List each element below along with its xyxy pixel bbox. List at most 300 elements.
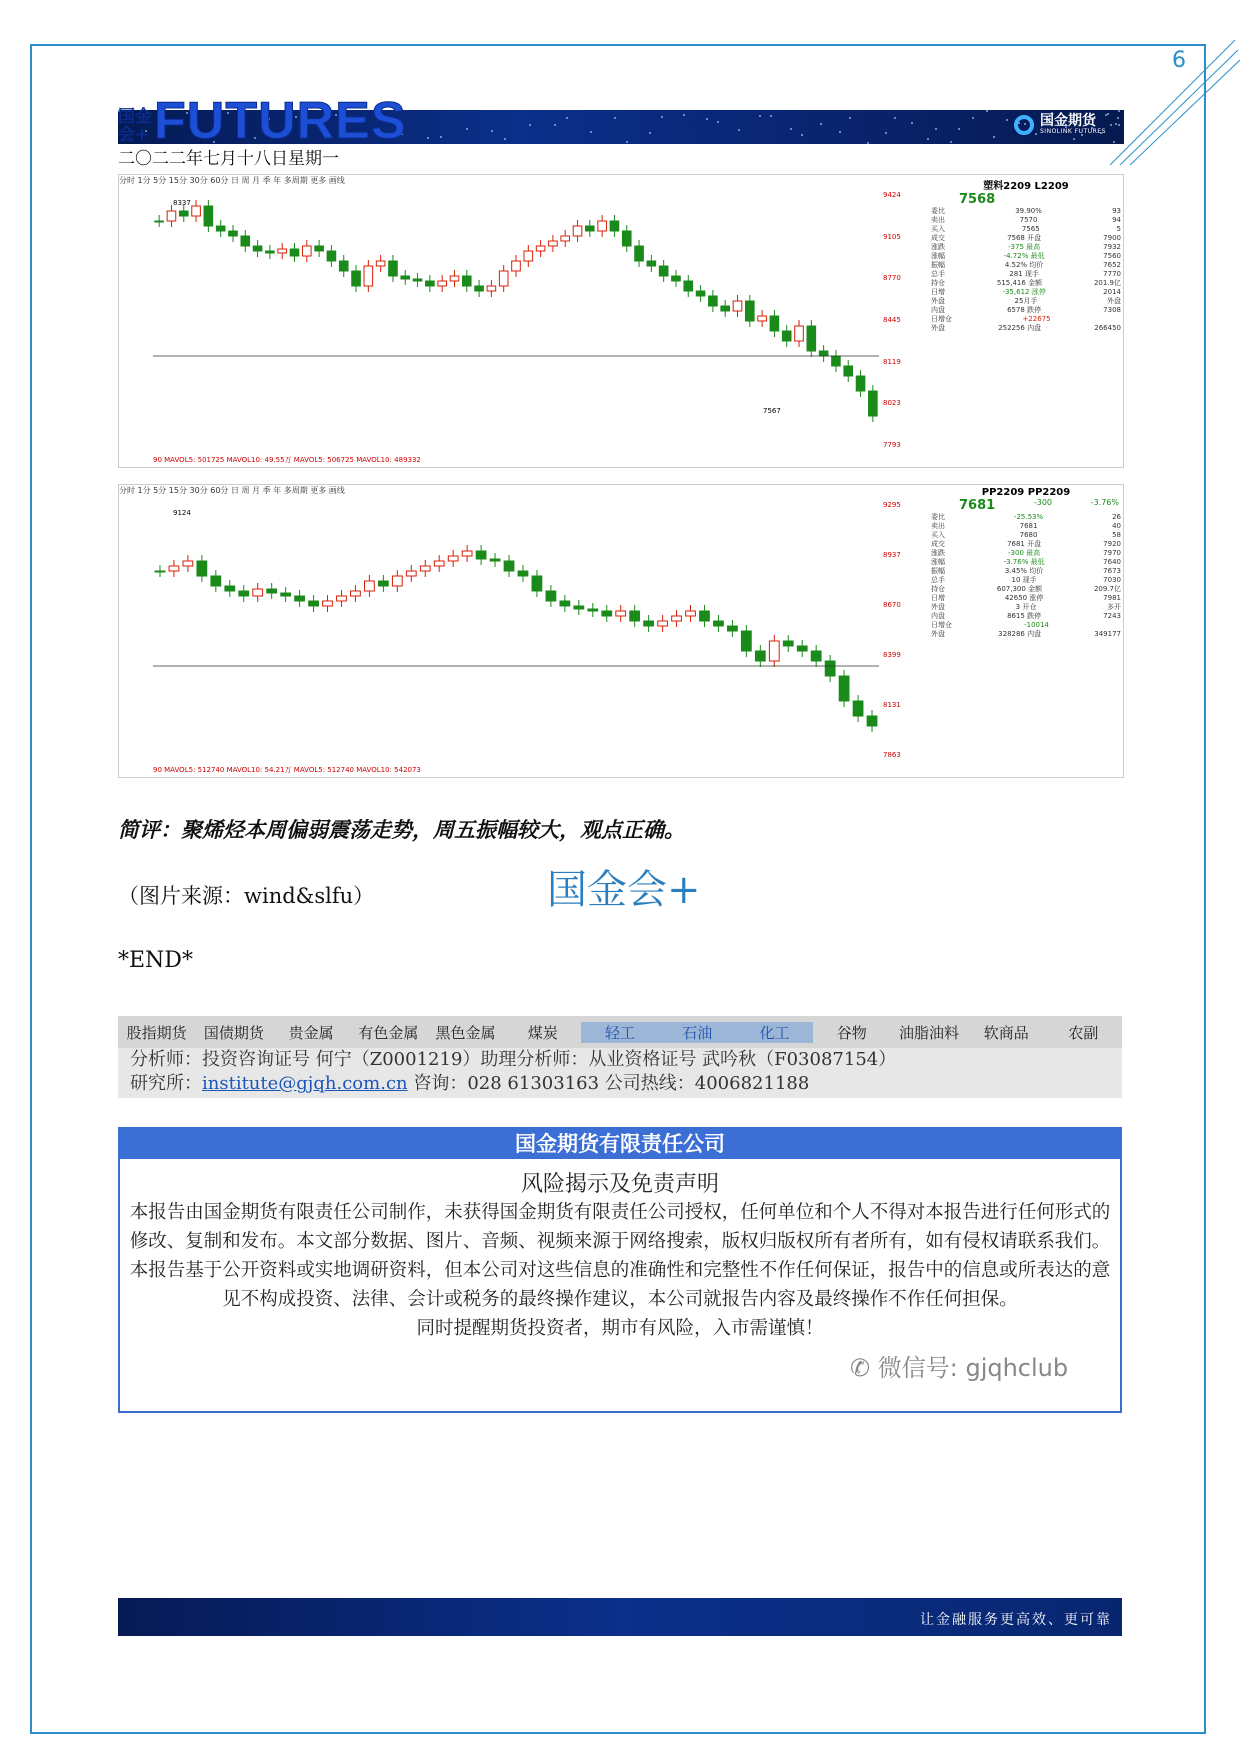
quote-cell: 7770 [1103, 270, 1121, 278]
candle [532, 576, 542, 591]
candle [783, 641, 793, 646]
candle [586, 226, 595, 231]
candle [819, 351, 828, 356]
quote-cell: 外盘 [931, 630, 945, 638]
quote-cell: 8615 跌停 [1007, 612, 1042, 620]
quote-cell: 94 [1112, 216, 1121, 224]
quote-cell: 252256 内盘 [998, 324, 1042, 332]
banner-star [554, 124, 556, 126]
banner-star [491, 130, 493, 132]
candle [769, 641, 779, 661]
quote-row [929, 513, 1123, 522]
candle [327, 251, 336, 261]
quote-row [929, 549, 1123, 558]
banner-star [993, 136, 995, 138]
banner-star [529, 124, 531, 126]
footer-slogan: 让金融服务更高效、更可靠 [920, 1612, 1112, 1628]
banner-star [927, 138, 929, 140]
quote-cell: -35,612 涨停 [1002, 288, 1046, 296]
y-tick-label: 8445 [883, 316, 901, 324]
quote-cell: 7640 [1103, 558, 1121, 566]
logo-en: FUTURES [154, 92, 407, 150]
disclaimer-para1: 本报告由国金期货有限责任公司制作，未获得国金期货有限责任公司授权，任何单位和个人不得对本报告进行任何形式的修改、复制和发布。本文部分数据、图片、音频、视频来源于网络搜索，版权归版权所有者所有，如有侵权请联系我们。 [129, 1202, 1111, 1252]
candle [167, 211, 176, 221]
candle [290, 249, 299, 256]
quote-cell: 日增仓 [931, 315, 952, 323]
quote-row [929, 261, 1123, 270]
quote-cell: 58 [1112, 531, 1121, 539]
banner-star [1006, 119, 1008, 121]
candle [644, 621, 654, 626]
quote-cell: 7680 [1019, 531, 1038, 539]
candle [518, 571, 528, 576]
banner-star [759, 115, 761, 117]
candle [323, 601, 333, 606]
institute-label: 研究所： [130, 1073, 202, 1094]
category-item[interactable]: 轻工 [581, 1022, 658, 1043]
quote-cell: 买入 [931, 225, 945, 233]
institute-email-link[interactable]: institute@gjqh.com.cn [202, 1073, 408, 1094]
quote-row [929, 576, 1123, 585]
quote-row [929, 585, 1123, 594]
quote-row [929, 252, 1123, 261]
candle [303, 246, 312, 256]
quote-cell: -300 最高 [1008, 549, 1041, 557]
logo-cn: 国金会+ [118, 107, 152, 145]
quote-cell: 7920 [1103, 540, 1121, 548]
wechat-icon: ✆ [850, 1354, 878, 1382]
candle [253, 589, 263, 596]
quote-row [929, 612, 1123, 621]
candle [647, 261, 656, 266]
quote-cell: -3.76% 最低 [1003, 558, 1045, 566]
candle [549, 241, 558, 246]
y-tick-label: 8937 [883, 551, 901, 559]
chart-toolbar[interactable]: 分时 1分 5分 15分 30分 60分 日 周 月 季 年 多周期 更多 画线 [119, 486, 345, 495]
quote-row [929, 531, 1123, 540]
candle [197, 561, 207, 576]
footer-banner [118, 1598, 1122, 1636]
quote-row [929, 621, 1123, 630]
candle [448, 556, 458, 561]
candle [462, 276, 471, 286]
candle [853, 701, 863, 716]
candle [630, 611, 640, 621]
contract-title: PP2209 PP2209 [981, 487, 1071, 498]
banner-star [801, 134, 803, 136]
banner-star [614, 117, 616, 119]
category-item[interactable]: 石油 [659, 1022, 736, 1043]
quote-cell: 607,300 金额 [996, 585, 1043, 593]
candle [807, 326, 816, 351]
candle [770, 316, 779, 331]
candle [714, 621, 724, 626]
quote-cell: 93 [1112, 207, 1121, 215]
candle [426, 281, 435, 286]
quote-cell: -4.72% 最低 [1003, 252, 1045, 260]
category-item[interactable]: 煤炭 [527, 1023, 558, 1042]
candle [476, 551, 486, 559]
banner-star [839, 131, 841, 133]
candle [602, 611, 612, 616]
chart-info-column [119, 501, 153, 765]
category-item[interactable]: 黑色金属 [435, 1023, 496, 1042]
analyst-line: 分析师：投资咨询证号 何宁（Z0001219）助理分析师：从业资格证号 武吟秋（F03087154） [130, 1049, 897, 1070]
quote-row [929, 225, 1123, 234]
quote-cell: 7652 [1103, 261, 1121, 269]
quote-cell: 日增 [931, 594, 945, 602]
y-tick-label: 9295 [883, 501, 901, 509]
disclaimer-para2: 本报告基于公开资料或实地调研资料，但本公司对这些信息的准确性和完整性不作任何保证，报告中的信息或所表达的意见不构成投资、法律、会计或税务的最终操作建议，本公司就报告内容及最终操作不作任何担保。 [129, 1260, 1111, 1310]
banner-star [894, 117, 896, 119]
candle [869, 391, 878, 416]
quote-cell: 7308 [1103, 306, 1121, 314]
contract-title: 塑料2209 L2209 [983, 181, 1069, 192]
banner-star [911, 122, 913, 124]
quote-cell: -25.53% [1013, 513, 1044, 521]
brand-cn: 国金期货 [1040, 113, 1096, 129]
candle [309, 601, 319, 606]
candle [475, 286, 484, 291]
candle [839, 676, 849, 701]
volume-ma-line: 90 MAVOL5: 501725 MAVOL10: 49.55万 MAVOL5: 506725 MAVOL10: 489332 [153, 456, 421, 464]
last-price: 7568 [959, 192, 996, 207]
candle [376, 261, 385, 266]
candle [420, 566, 430, 571]
quote-cell: 外盘 [931, 324, 945, 332]
candle [728, 626, 738, 631]
quote-cell: 7681 开盘 [1007, 540, 1042, 548]
candle [392, 576, 402, 586]
brand-logo-icon [1014, 115, 1034, 135]
quote-cell: 7030 [1103, 576, 1121, 584]
category-item[interactable]: 股指期货 [126, 1023, 187, 1042]
banner-star [958, 128, 960, 130]
quote-cell: 7565 [1021, 225, 1040, 233]
quote-row [929, 324, 1123, 333]
category-item[interactable]: 农副 [1068, 1023, 1099, 1042]
comment: 简评：聚烯烃本周偏弱震荡走势，周五振幅较大，观点正确。 [118, 818, 685, 842]
quote-cell: -10014 [1024, 621, 1049, 629]
category-item[interactable]: 谷物 [836, 1023, 867, 1042]
candle [169, 566, 179, 571]
high-label: 9124 [173, 509, 191, 517]
candle [216, 226, 225, 231]
quote-row [929, 315, 1123, 324]
candle [183, 561, 193, 566]
banner-star [661, 116, 663, 118]
quote-cell: 委比 [931, 513, 945, 521]
candle [811, 651, 821, 661]
quote-cell: 委比 [931, 207, 945, 215]
chart-l2209 [118, 174, 1124, 468]
candle [352, 271, 361, 286]
candle [755, 651, 765, 661]
corner-decoration [1110, 30, 1240, 170]
candle [797, 646, 807, 651]
y-axis [879, 501, 923, 765]
quote-cell: 328286 内盘 [998, 630, 1042, 638]
banner-star [1117, 117, 1119, 119]
change-pct: -3.76% [1090, 498, 1119, 507]
quote-row [929, 603, 1123, 612]
quote-cell: 515,416 金额 [996, 279, 1043, 287]
banner-star [427, 137, 429, 139]
candle [211, 576, 221, 586]
quote-cell: 3.45% 均价 [1004, 567, 1044, 575]
chart-pp2209 [118, 484, 1124, 778]
candle [315, 246, 324, 251]
candle [229, 231, 238, 236]
candle [524, 251, 533, 261]
candle [351, 591, 361, 596]
quote-cell: 10 现手 [1011, 576, 1037, 584]
candle [561, 236, 570, 241]
quote-cell: 7568 开盘 [1007, 234, 1042, 242]
quote-row [929, 594, 1123, 603]
banner-star [466, 128, 468, 130]
banner-star [683, 114, 685, 116]
banner-star [706, 118, 708, 120]
quote-cell: 7981 [1103, 594, 1121, 602]
y-tick-label: 7863 [883, 751, 901, 759]
quote-cell: 成交 [931, 234, 945, 242]
quote-cell: 7560 [1103, 252, 1121, 260]
disclaimer-title: 风险揭示及免责声明 [520, 1172, 719, 1197]
quote-cell: 买入 [931, 531, 945, 539]
wechat-text: 微信号: gjqhclub [877, 1354, 1069, 1382]
banner-star [566, 117, 568, 119]
quote-cell: 349177 [1094, 630, 1121, 638]
candle [339, 261, 348, 271]
quote-cell: 卖出 [931, 216, 945, 224]
contact-line: 咨询：028 61303163 公司热线：4006821188 [413, 1073, 810, 1094]
y-tick-label: 8119 [883, 357, 901, 366]
quote-cell: 外盘 [931, 603, 945, 611]
candle [278, 249, 287, 253]
category-item[interactable]: 国债期货 [203, 1023, 264, 1042]
y-tick-label: 9105 [883, 232, 901, 241]
quote-cell: 6578 跌停 [1007, 306, 1042, 314]
y-tick-label: 7793 [883, 441, 901, 449]
candle [192, 206, 201, 216]
y-tick-label: 8131 [883, 701, 901, 709]
candle [700, 611, 710, 621]
banner-star [867, 142, 869, 144]
quote-cell: 持仓 [931, 279, 945, 287]
logo [118, 84, 407, 150]
quote-cell: 总手 [931, 270, 945, 278]
banner-star [1073, 138, 1075, 140]
high-label: 8337 [173, 199, 191, 207]
quote-cell: 总手 [931, 576, 945, 584]
chart-toolbar[interactable]: 分时 1分 5分 15分 30分 60分 日 周 月 季 年 多周期 更多 画线 [119, 176, 345, 185]
page-number: 6 [1172, 48, 1186, 73]
candle [504, 561, 514, 571]
candle [598, 221, 607, 231]
wechat-id [850, 1348, 1068, 1383]
report-date: 二〇二二年七月十八日星期一 [118, 149, 339, 169]
quote-row [929, 207, 1123, 216]
quote-cell: 209.7亿 [1093, 585, 1121, 593]
banner-star [717, 121, 719, 123]
quote-rows [929, 513, 1123, 639]
candle [686, 611, 696, 616]
candle [364, 266, 373, 286]
category-item[interactable]: 有色金属 [358, 1023, 419, 1042]
banner-star [950, 141, 952, 143]
quote-cell: 外盘 [931, 297, 945, 305]
quote-row [929, 270, 1123, 279]
y-tick-label: 8399 [883, 651, 901, 659]
quote-cell: -375 最高 [1008, 243, 1041, 251]
candlestick-plot [153, 191, 879, 455]
banner-star [986, 110, 988, 112]
candle [782, 331, 791, 341]
quote-cell: 42650 涨停 [1004, 594, 1044, 602]
candle [295, 596, 305, 601]
y-axis [879, 191, 923, 455]
candle [758, 316, 767, 321]
quote-cell: 多开 [1107, 603, 1121, 611]
candle [204, 206, 213, 226]
banner-star [504, 138, 506, 140]
banner-star [770, 115, 772, 117]
y-tick-label: 9424 [883, 191, 901, 199]
quote-cell: 涨幅 [931, 558, 945, 566]
candle [450, 276, 459, 281]
candle [365, 581, 375, 591]
banner-star [1113, 141, 1115, 143]
candle [635, 246, 644, 261]
quote-cell: 内盘 [931, 306, 945, 314]
candle [741, 631, 751, 651]
candle [658, 621, 668, 626]
candle [179, 211, 188, 216]
candle [253, 246, 262, 251]
candle [487, 286, 496, 291]
candle [337, 596, 347, 601]
banner-star [1118, 110, 1120, 112]
candle [825, 661, 835, 676]
quote-cell: 7681 [1019, 522, 1038, 530]
change: -300 [1033, 498, 1053, 507]
watermark: 国金会+ [547, 867, 701, 913]
banner-star [790, 128, 792, 130]
candle [622, 231, 631, 246]
y-tick-label: 8023 [883, 399, 901, 408]
candle [512, 261, 521, 271]
candle [546, 591, 556, 601]
chart-info-column [119, 191, 153, 455]
quote-cell: 涨幅 [931, 252, 945, 260]
candle [795, 326, 804, 341]
quote-row [929, 522, 1123, 531]
banner-star [820, 123, 822, 125]
category-item[interactable]: 化工 [736, 1022, 813, 1043]
quote-cell: 内盘 [931, 612, 945, 620]
candle [672, 616, 682, 621]
quote-row [929, 540, 1123, 549]
candle [588, 609, 598, 611]
banner-star [1115, 123, 1117, 125]
candle [266, 251, 275, 253]
category-bar [118, 1016, 1122, 1048]
candle [267, 589, 277, 593]
quote-row [929, 288, 1123, 297]
banner-star [1110, 124, 1112, 126]
candle [378, 581, 388, 586]
quote-cell: 26 [1112, 513, 1121, 521]
volume-ma-line: 90 MAVOL5: 512740 MAVOL10: 54.21万 MAVOL5: 512740 MAVOL10: 542073 [153, 766, 421, 774]
quote-cell: 涨跌 [931, 549, 945, 557]
candle [406, 571, 416, 576]
banner-star [440, 136, 442, 138]
candle [536, 246, 545, 251]
quote-cell: 持仓 [931, 585, 945, 593]
quote-cell: +22675 [1022, 315, 1051, 323]
company-name: 国金期货有限责任公司 [120, 1129, 1120, 1159]
candle [733, 301, 742, 311]
quote-cell: 266450 [1094, 324, 1121, 332]
banner-star [849, 117, 851, 119]
quote-cell: 201.9亿 [1093, 279, 1121, 287]
quote-cell: 7570 [1019, 216, 1038, 224]
quote-cell: 振幅 [931, 261, 945, 269]
category-item[interactable]: 软商品 [983, 1023, 1029, 1042]
candle [832, 356, 841, 366]
candle [867, 716, 877, 726]
candle [745, 301, 754, 321]
candle [413, 279, 422, 281]
candle [389, 261, 398, 276]
quote-cell: 7970 [1103, 549, 1121, 557]
quote-cell: 3 开仓 [1015, 603, 1037, 611]
banner-star [972, 117, 974, 119]
banner-star [649, 132, 651, 134]
quote-cell: 日增 [931, 288, 945, 296]
banner-star [885, 132, 887, 134]
category-item[interactable]: 贵金属 [288, 1023, 334, 1042]
candle [401, 276, 410, 279]
candle [499, 271, 508, 286]
quote-cell: 7243 [1103, 612, 1121, 620]
quote-cell: 外盘 [1106, 297, 1121, 305]
brand-en: SINOLINK FUTURES [1040, 128, 1106, 135]
quote-cell: 振幅 [931, 567, 945, 575]
quote-row [929, 630, 1123, 639]
candle [462, 551, 472, 556]
quote-cell: 4.52% 均价 [1004, 261, 1044, 269]
quote-row [929, 243, 1123, 252]
banner-star [590, 131, 592, 133]
candlestick-plot [153, 501, 879, 765]
quote-cell: 39.90% [1015, 207, 1042, 215]
disclaimer-para3: 同时提醒期货投资者，期市有风险，入市需谨慎！ [416, 1318, 824, 1339]
candle [672, 276, 681, 281]
analyst-info [118, 1048, 1122, 1098]
image-source: （图片来源：wind&slfu） [118, 884, 375, 908]
quote-cell: 281 现手 [1009, 270, 1039, 278]
category-item[interactable]: 油脂油料 [898, 1023, 959, 1042]
candle [434, 561, 444, 566]
banner-star [1107, 113, 1109, 115]
candle [856, 376, 865, 391]
banner-star [738, 129, 740, 131]
candle [155, 571, 165, 572]
quote-panel [929, 175, 1123, 467]
quote-cell: 日增仓 [931, 621, 952, 629]
